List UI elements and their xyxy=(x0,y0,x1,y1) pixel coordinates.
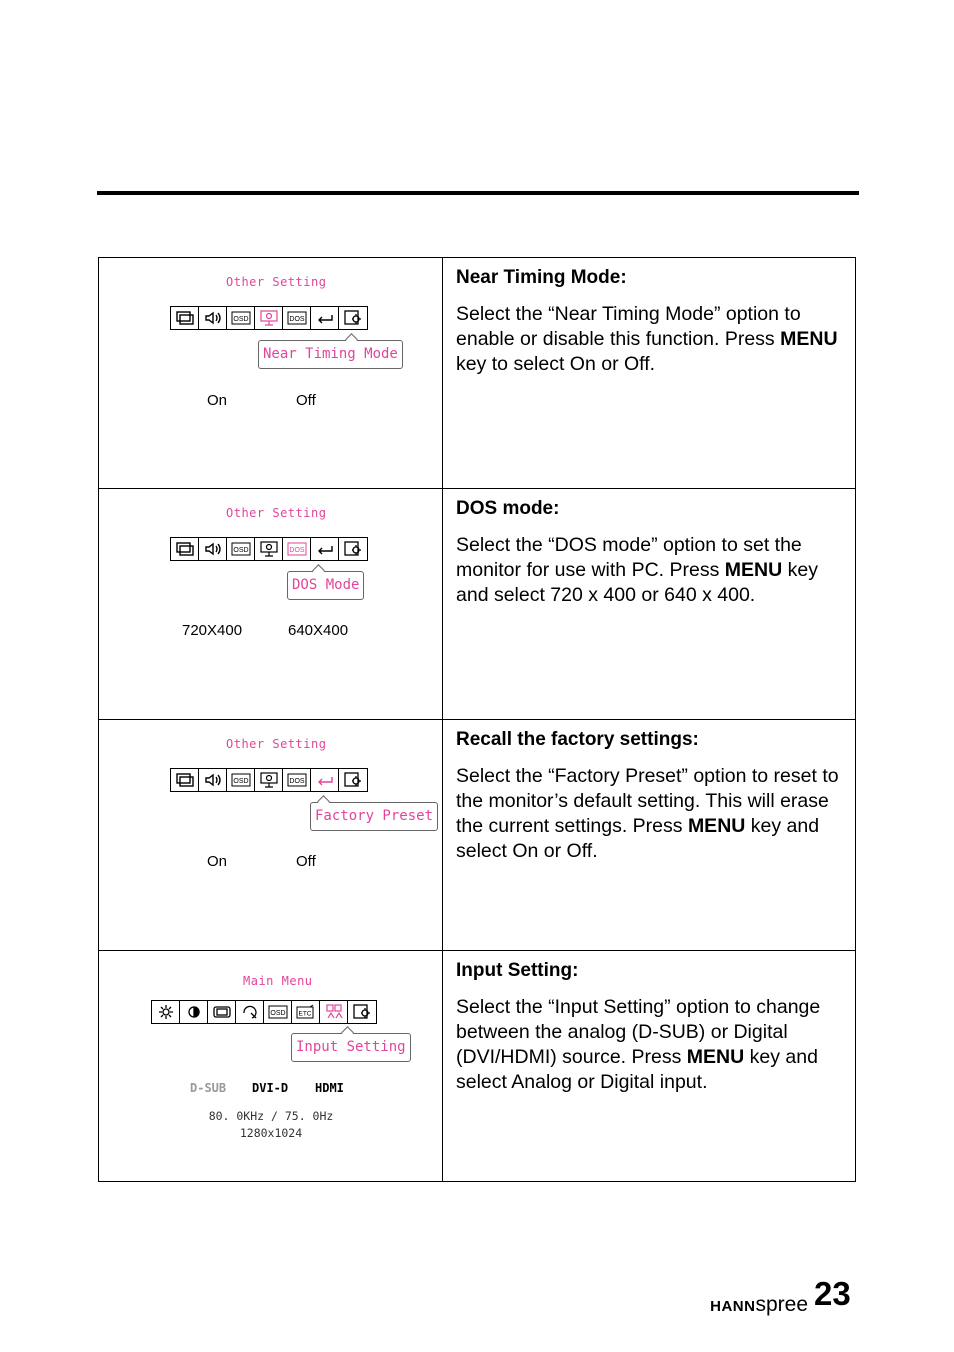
osd-preview-near-timing xyxy=(99,258,443,489)
option-off[interactable]: Off xyxy=(296,392,316,409)
source-dvid[interactable]: DVI-D xyxy=(252,1081,289,1095)
osd-title: Other Setting xyxy=(226,275,327,289)
brand-logo: HANNspree xyxy=(710,1293,808,1316)
page-number: 23 xyxy=(814,1275,851,1312)
svg-text:OSD: OSD xyxy=(269,1010,286,1017)
description-near-timing xyxy=(443,258,856,489)
display-icon xyxy=(171,769,199,791)
frequency-readout: 80. 0KHz / 75. 0Hz xyxy=(208,1109,334,1123)
option-on[interactable]: On xyxy=(207,392,228,409)
osd-preview-factory-preset xyxy=(99,720,443,951)
description-input-setting xyxy=(443,951,856,1182)
option-720x400[interactable]: 720X400 xyxy=(182,622,243,639)
speaker-icon xyxy=(199,307,227,329)
header-rule xyxy=(97,191,859,195)
source-hdmi[interactable]: HDMI xyxy=(315,1081,344,1095)
description-dos-mode xyxy=(443,489,856,720)
speaker-icon xyxy=(199,538,227,560)
osd-toolbar xyxy=(170,768,368,792)
dos-icon xyxy=(283,769,311,791)
svg-text:DOS: DOS xyxy=(288,778,305,785)
section-text: Select the “Input Setting” option to change between the analog (D-SUB) or Digital (DVI/HDMI) source. Press MENU key and select Analog or Digital input. xyxy=(456,996,821,1093)
display-icon xyxy=(171,538,199,560)
contrast-icon xyxy=(180,1001,208,1023)
osd-icon xyxy=(227,538,255,560)
svg-text:DOS: DOS xyxy=(288,316,305,323)
other-setting-icon xyxy=(339,307,367,329)
section-heading: Input Setting: xyxy=(456,960,579,981)
table-row xyxy=(99,489,856,720)
section-text: Select the “Near Timing Mode” option to enable or disable this function. Press MENU key to select On or Off. xyxy=(456,303,838,375)
table-row xyxy=(99,951,856,1182)
brightness-icon xyxy=(152,1001,180,1023)
input-setting-callout: Input Setting xyxy=(291,1033,411,1062)
other-setting-icon xyxy=(339,769,367,791)
osd-toolbar xyxy=(170,306,368,330)
section-heading: Recall the factory settings: xyxy=(456,729,699,750)
svg-text:ETC: ETC xyxy=(298,1010,311,1018)
near-timing-icon xyxy=(255,538,283,560)
input-icon xyxy=(320,1001,348,1023)
factory-preset-callout: Factory Preset xyxy=(310,802,438,831)
display-icon xyxy=(171,307,199,329)
reset-icon xyxy=(311,769,339,791)
svg-text:OSD: OSD xyxy=(232,316,249,323)
option-640x400[interactable]: 640X400 xyxy=(288,622,349,639)
osd-preview-input-setting xyxy=(99,951,443,1182)
source-dsub[interactable]: D-SUB xyxy=(190,1081,227,1095)
speaker-icon xyxy=(199,769,227,791)
screen-icon xyxy=(208,1001,236,1023)
section-heading: Near Timing Mode: xyxy=(456,267,627,288)
table-row xyxy=(99,720,856,951)
reset-icon xyxy=(311,307,339,329)
section-text: Select the “Factory Preset” option to reset to the monitor’s default setting. This will erase the current settings. Press MENU key and select On or Off. xyxy=(456,765,839,862)
option-off[interactable]: Off xyxy=(296,853,316,870)
dos-icon xyxy=(283,307,311,329)
dos-mode-callout: DOS Mode xyxy=(287,571,364,600)
near-timing-mode-callout: Near Timing Mode xyxy=(258,340,403,369)
osd-title: Other Setting xyxy=(226,506,327,520)
resolution-readout: 1280x1024 xyxy=(239,1126,303,1140)
etc-icon xyxy=(292,1001,320,1023)
section-text: Select the “DOS mode” option to set the monitor for use with PC. Press MENU key and select 720 x 400 or 640 x 400. xyxy=(456,534,818,606)
table-row xyxy=(99,258,856,489)
near-timing-icon xyxy=(255,769,283,791)
reset-icon xyxy=(311,538,339,560)
osd-toolbar xyxy=(151,1000,377,1024)
osd-preview-dos-mode xyxy=(99,489,443,720)
dos-icon xyxy=(283,538,311,560)
exit-icon xyxy=(348,1001,376,1023)
osd-toolbar xyxy=(170,537,368,561)
near-timing-icon xyxy=(255,307,283,329)
other-setting-icon xyxy=(339,538,367,560)
color-icon xyxy=(236,1001,264,1023)
option-on[interactable]: On xyxy=(207,853,228,870)
osd-icon xyxy=(264,1001,292,1023)
svg-text:OSD: OSD xyxy=(232,547,249,554)
description-factory-preset xyxy=(443,720,856,951)
osd-icon xyxy=(227,769,255,791)
settings-table xyxy=(98,257,856,1182)
svg-text:OSD: OSD xyxy=(232,778,249,785)
section-heading: DOS mode: xyxy=(456,498,560,519)
osd-title: Main Menu xyxy=(243,974,313,988)
osd-title: Other Setting xyxy=(226,737,327,751)
svg-text:DOS: DOS xyxy=(288,547,305,554)
osd-icon xyxy=(227,307,255,329)
